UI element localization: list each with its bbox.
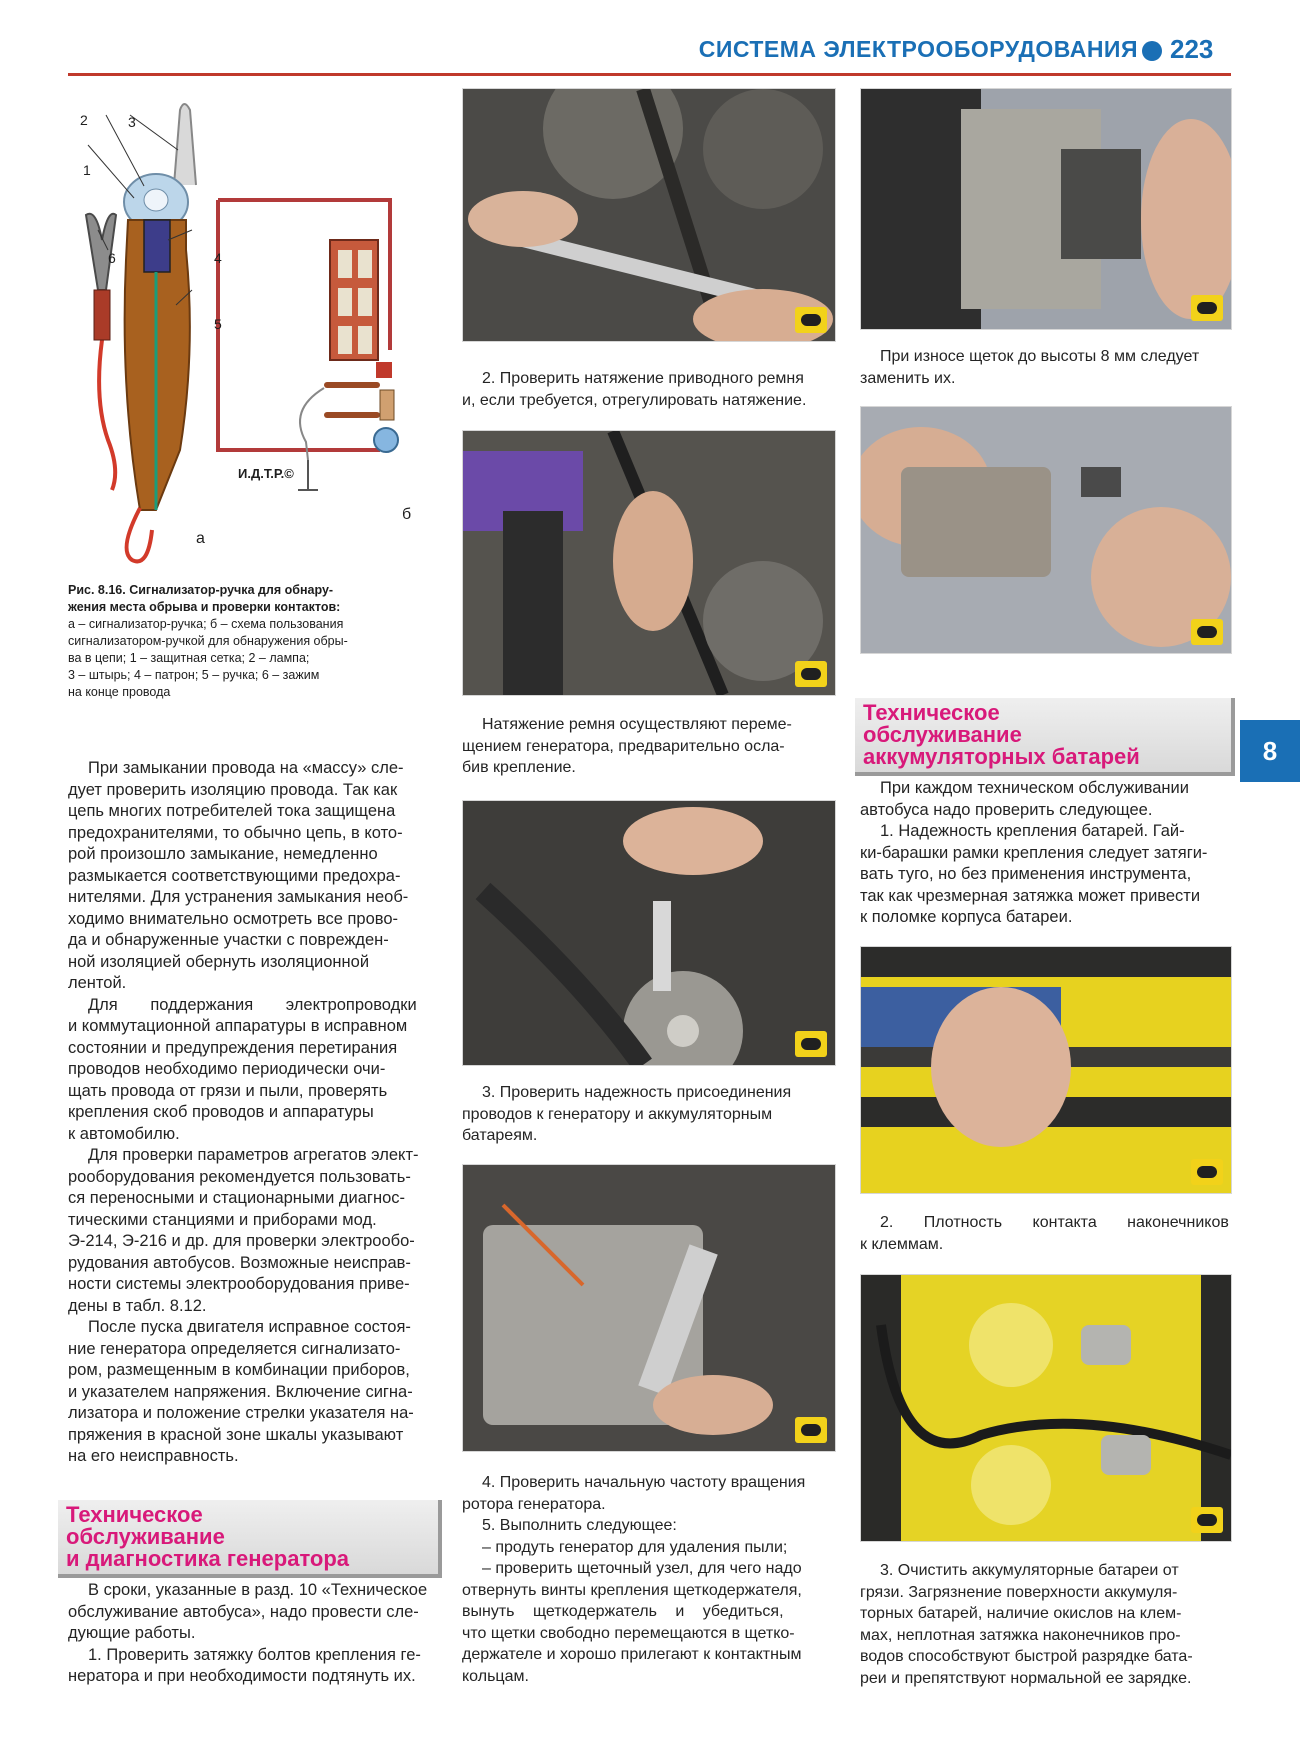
text-line: ром, размещенным в комбинации приборов, <box>68 1361 410 1379</box>
text-line: так как чрезмерная затяжка может привести <box>860 886 1201 905</box>
text-line: реи и препятствуют нормальной ее зарядке. <box>860 1669 1192 1687</box>
step-badge-icon <box>795 1031 827 1057</box>
step-badge-icon <box>795 307 827 333</box>
photo-illustration <box>463 1165 835 1451</box>
photo-brush-removed <box>860 406 1232 654</box>
text-line: При замыкании провода на «массу» сле- <box>88 759 404 777</box>
photo-illustration <box>463 89 835 341</box>
text-line: ности системы электрооборудования приве- <box>68 1275 410 1293</box>
text-line: рооборудования рекомендуется пользовать- <box>68 1167 411 1186</box>
text-line: водов способствуют быстрой разрядке бата- <box>860 1648 1193 1665</box>
figure-caption-line: жения места обрыва и проверки контактов: <box>68 600 341 614</box>
text-line: 5. Выполнить следующее: <box>482 1517 677 1534</box>
header-bullet-icon <box>1142 41 1162 61</box>
section-heading-line: и диагностика генератора <box>66 1546 350 1571</box>
photo-illustration <box>861 947 1231 1193</box>
caption-check-wires <box>462 1082 834 1147</box>
callout-4: 4 <box>214 250 222 266</box>
chapter-tab[interactable]: 8 <box>1240 720 1300 782</box>
text-line: грязи. Загрязнение поверхности аккумуля- <box>860 1583 1178 1601</box>
text-line: вынуть щеткодержатель и убедиться, <box>462 1603 784 1620</box>
header-rule <box>68 73 1231 76</box>
left-column-text <box>68 758 440 1468</box>
running-header-title: СИСТЕМА ЭЛЕКТРООБОРУДОВАНИЯ <box>698 36 1138 62</box>
caption-contact-density <box>860 1212 1230 1255</box>
text-line: Натяжение ремня осуществляют переме- <box>482 716 792 733</box>
photo-battery-terminals <box>860 1274 1232 1542</box>
text-line: ки-барашки рамки крепления следует затяги- <box>860 843 1208 862</box>
photo-generator-wires <box>462 800 836 1066</box>
text-line: 1. Проверить затяжку болтов крепления ге- <box>88 1645 421 1664</box>
photo-brush-holder <box>860 88 1232 330</box>
figure-caption-line: а – сигнализатор-ручка; б – схема пользования <box>68 617 344 631</box>
battery-intro-text <box>860 778 1230 929</box>
figure-caption-line: Рис. 8.16. Сигнализатор-ручка для обнару- <box>68 583 334 597</box>
text-line: бив крепление. <box>462 759 576 776</box>
text-line: рой произошло замыкание, немедленно <box>68 845 378 863</box>
text-line: и коммутационной аппаратуры в исправном <box>68 1017 408 1035</box>
text-line: При каждом техническом обслуживании <box>880 779 1189 797</box>
text-line: на его неисправность. <box>68 1447 239 1465</box>
photo-illustration <box>463 431 835 695</box>
text-line: кольцам. <box>462 1667 529 1685</box>
callout-2: 2 <box>80 112 88 128</box>
photo-illustration <box>861 89 1231 329</box>
text-line: и указателем напряжения. Включение сигна- <box>68 1382 413 1401</box>
text-line: к поломке корпуса батареи. <box>860 908 1073 926</box>
section-heading-line: аккумуляторных батарей <box>863 744 1140 769</box>
text-line: размыкается соответствующими предохра- <box>68 866 401 885</box>
section-heading-line: обслуживание <box>66 1524 225 1549</box>
text-line: крепления скоб проводов и аппаратуры <box>68 1103 374 1121</box>
text-line: Э-214, Э-216 и др. для проверки электрообо- <box>68 1232 415 1250</box>
caption-steps-4-5 <box>462 1472 834 1687</box>
text-line: проводов к генератору и аккумуляторным <box>462 1105 773 1123</box>
text-line: 1. Надежность крепления батарей. Гай- <box>880 822 1185 840</box>
label-b: б <box>402 506 412 523</box>
generator-maintenance-text <box>68 1580 440 1688</box>
text-line: и, если требуется, отрегулировать натяжение. <box>462 391 807 409</box>
text-line: 2. Проверить натяжение приводного ремня <box>482 370 804 387</box>
step-badge-icon <box>795 661 827 687</box>
text-line: рудования автобусов. Возможные неисправ- <box>68 1253 411 1272</box>
section-heading-line: обслуживание <box>863 722 1022 747</box>
text-line: к клеммам. <box>860 1235 944 1253</box>
text-line: цепь многих потребителей тока защищена <box>68 802 396 820</box>
photo-belt-adjust <box>462 430 836 696</box>
text-line: ротора генератора. <box>462 1495 606 1513</box>
text-line: обслуживание автобуса», надо провести сле- <box>68 1602 419 1621</box>
text-line: мах, неплотная затяжка наконечников про- <box>860 1626 1181 1644</box>
tester-pen-diagram <box>68 90 448 570</box>
text-line: нератора и при необходимости подтянуть их. <box>68 1667 416 1685</box>
label-a: а <box>196 530 205 547</box>
text-line: ние генератора определяется сигнализато- <box>68 1339 401 1358</box>
figure-caption-line: сигнализатором-ручкой для обнаружения обры- <box>68 634 348 648</box>
text-line: лизатора и положение стрелки указателя на- <box>68 1404 414 1422</box>
text-line: дует проверить изоляцию провода. Так как <box>68 780 398 799</box>
photo-illustration <box>861 407 1231 653</box>
copyright-mark: И.Д.Т.Р.© <box>238 466 294 481</box>
text-line: держателе и хорошо прилегают к контактным <box>462 1646 802 1663</box>
text-line: 3. Очистить аккумуляторные батареи от <box>880 1562 1179 1579</box>
figure-caption <box>68 582 440 701</box>
text-line: пряжения в красной зоне шкалы указывают <box>68 1425 404 1444</box>
figure-caption-line: 3 – штырь; 4 – патрон; 5 – ручка; 6 – зажим <box>68 668 320 682</box>
caption-brush-wear <box>860 346 1230 389</box>
text-line: отвернуть винты крепления щеткодержателя, <box>462 1581 802 1599</box>
paragraph <box>68 758 440 995</box>
photo-illustration <box>861 1275 1231 1541</box>
text-line: щением генератора, предварительно осла- <box>462 737 785 755</box>
figure-caption-line: ва в цепи; 1 – защитная сетка; 2 – лампа; <box>68 651 310 665</box>
photo-illustration <box>463 801 835 1065</box>
text-line: – продуть генератор для удаления пыли; <box>482 1538 788 1556</box>
step-badge-icon <box>1191 1507 1223 1533</box>
text-line: что щетки свободно перемещаются в щетко- <box>462 1624 795 1642</box>
page-number: 223 <box>1170 34 1214 64</box>
text-line: ходимо внимательно осмотреть все прово- <box>68 909 398 928</box>
caption-clean-batteries <box>860 1560 1230 1689</box>
photo-battery-frame <box>860 946 1232 1194</box>
section-heading-line: Техническое <box>863 700 1000 725</box>
text-line: 3. Проверить надежность присоединения <box>482 1084 792 1101</box>
photo-belt-tension-wrench <box>462 88 836 342</box>
text-line: торных батарей, наличие окислов на клем- <box>860 1605 1182 1622</box>
text-line: После пуска двигателя исправное состоя- <box>88 1318 411 1336</box>
step-badge-icon <box>1191 295 1223 321</box>
text-line: 2. Плотность контакта наконечников <box>880 1214 1229 1231</box>
section-heading-line: Техническое <box>66 1502 203 1527</box>
paragraph <box>68 1317 440 1468</box>
text-line: заменить их. <box>860 369 956 387</box>
step-badge-icon <box>1191 619 1223 645</box>
step-badge-icon <box>795 1417 827 1443</box>
text-line: ся переносными и стационарными диагнос- <box>68 1189 405 1207</box>
step-badge-icon <box>1191 1159 1223 1185</box>
section-heading-generator <box>58 1500 442 1578</box>
text-line: нителями. Для устранения замыкания необ- <box>68 888 409 906</box>
callout-1: 1 <box>83 162 91 178</box>
callout-3: 3 <box>128 114 136 130</box>
text-line: автобуса надо проверить следующее. <box>860 800 1153 819</box>
text-line: тическими станциями и приборами мод. <box>68 1210 377 1229</box>
figure-caption-line: на конце провода <box>68 685 171 699</box>
callout-6: 6 <box>108 250 116 266</box>
text-line: предохранителями, то обычно цепь, в кото- <box>68 823 403 842</box>
text-line: лентой. <box>68 974 127 992</box>
text-line: Для проверки параметров агрегатов элект- <box>88 1146 419 1164</box>
section-heading-batteries <box>855 698 1235 776</box>
text-line: щать провода от грязи и пыли, проверять <box>68 1081 388 1100</box>
text-line: вать туго, но без применения инструмента, <box>860 865 1192 883</box>
figure-8-16 <box>68 90 448 570</box>
callout-5: 5 <box>214 316 222 332</box>
text-line: – проверить щеточный узел, для чего надо <box>482 1560 802 1577</box>
text-line: состоянии и предупреждения перетирания <box>68 1038 398 1057</box>
text-line: 4. Проверить начальную частоту вращения <box>482 1474 806 1491</box>
text-line: батареям. <box>462 1127 538 1144</box>
text-line: да и обнаруженные участки с поврежден- <box>68 931 389 949</box>
photo-generator-brushes <box>462 1164 836 1452</box>
text-line: проводов необходимо периодически очи- <box>68 1060 386 1078</box>
caption-belt-tension <box>462 368 834 411</box>
caption-tension-method <box>462 714 834 779</box>
text-line: В сроки, указанные в разд. 10 «Техническое <box>88 1581 428 1599</box>
text-line: ной изоляцией обернуть изоляционной <box>68 952 370 971</box>
text-line: к автомобилю. <box>68 1124 180 1143</box>
text-line: дующие работы. <box>68 1624 196 1642</box>
text-line: Для поддержания электропроводки <box>88 995 417 1014</box>
paragraph <box>68 995 440 1146</box>
text-line: дены в табл. 8.12. <box>68 1296 207 1315</box>
text-line: При износе щеток до высоты 8 мм следует <box>880 348 1200 365</box>
paragraph <box>68 1145 440 1317</box>
